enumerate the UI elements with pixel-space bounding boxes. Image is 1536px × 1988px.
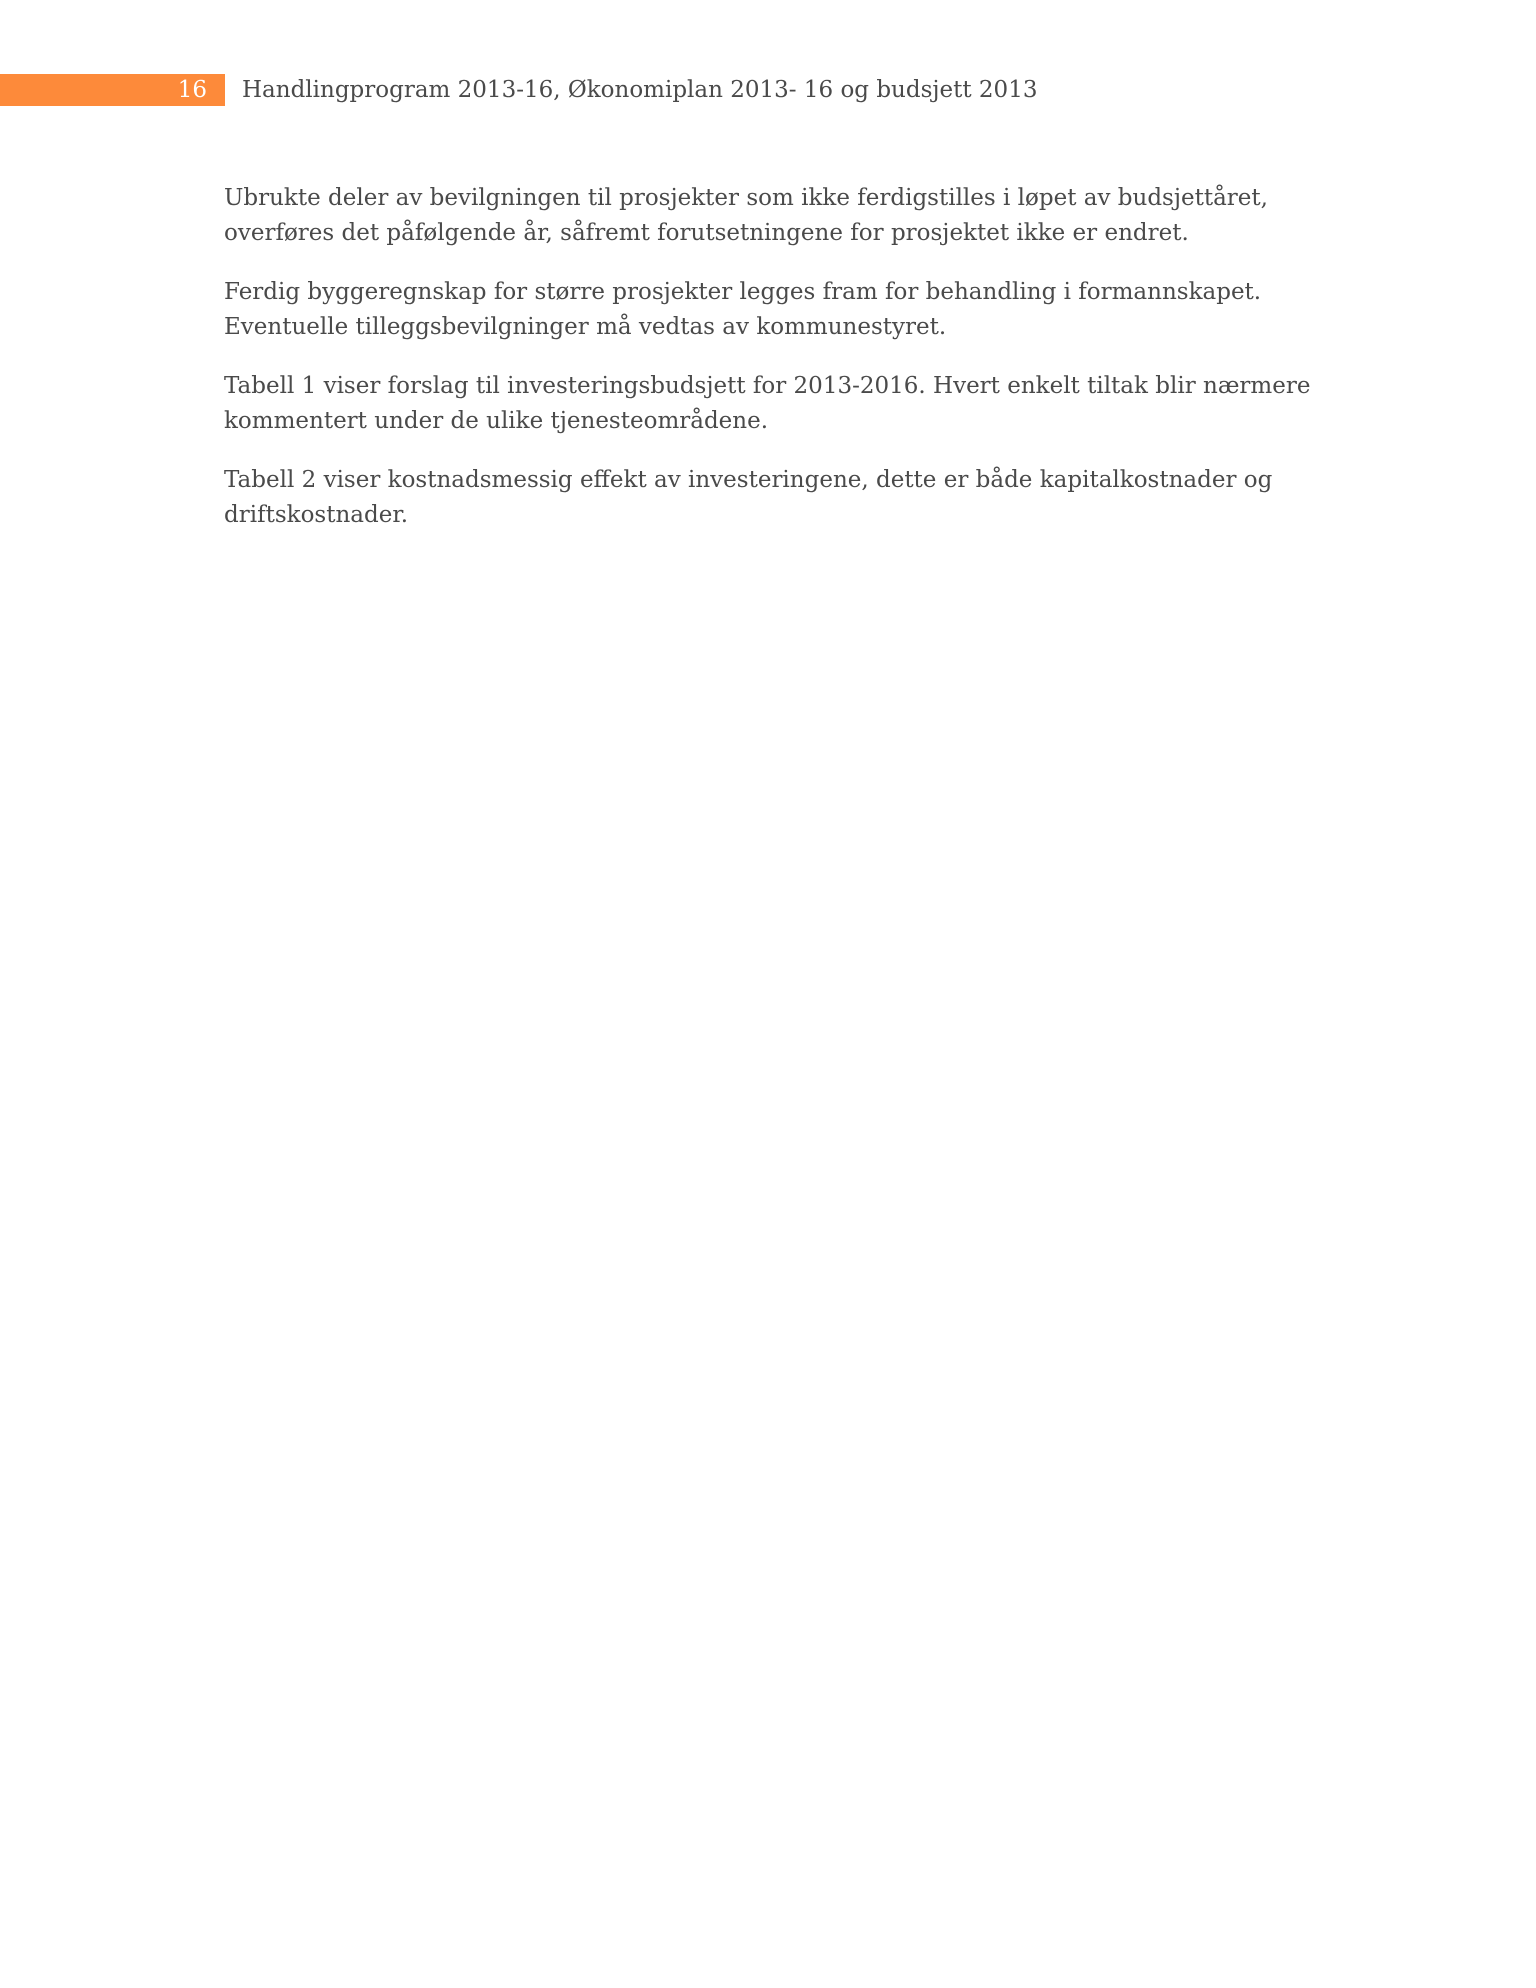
text-line: overføres det påfølgende år, såfremt forutsetningene for prosjektet ikke er endret. [224, 220, 1189, 246]
text-line: driftskostnader. [224, 502, 409, 528]
text-line: Ubrukte deler av bevilgningen til prosjekter som ikke ferdigstilles i løpet av budsjettåret, [224, 185, 1268, 211]
text-line: Eventuelle tilleggsbevilgninger må vedtas av kommunestyret. [224, 314, 947, 340]
paragraph [224, 181, 1314, 251]
body-text [224, 181, 1314, 557]
text-line: Tabell 1 viser forslag til investeringsbudsjett for 2013-2016. Hvert enkelt tiltak blir nærmere [224, 373, 1311, 399]
text-line: Ferdig byggeregnskap for større prosjekter legges fram for behandling i formannskapet. [224, 279, 1262, 305]
text-line: kommentert under de ulike tjenesteområdene. [224, 408, 769, 434]
paragraph [224, 463, 1314, 533]
document-title: Handlingprogram 2013-16, Økonomiplan 2013- 16 og budsjett 2013 [242, 76, 1038, 103]
paragraph [224, 369, 1314, 439]
text-line: Tabell 2 viser kostnadsmessig effekt av investeringene, dette er både kapitalkostnader og [224, 467, 1273, 493]
page-header [0, 74, 1037, 106]
page-number-band [0, 74, 225, 106]
page-number: 16 [177, 76, 207, 103]
paragraph [224, 275, 1314, 345]
